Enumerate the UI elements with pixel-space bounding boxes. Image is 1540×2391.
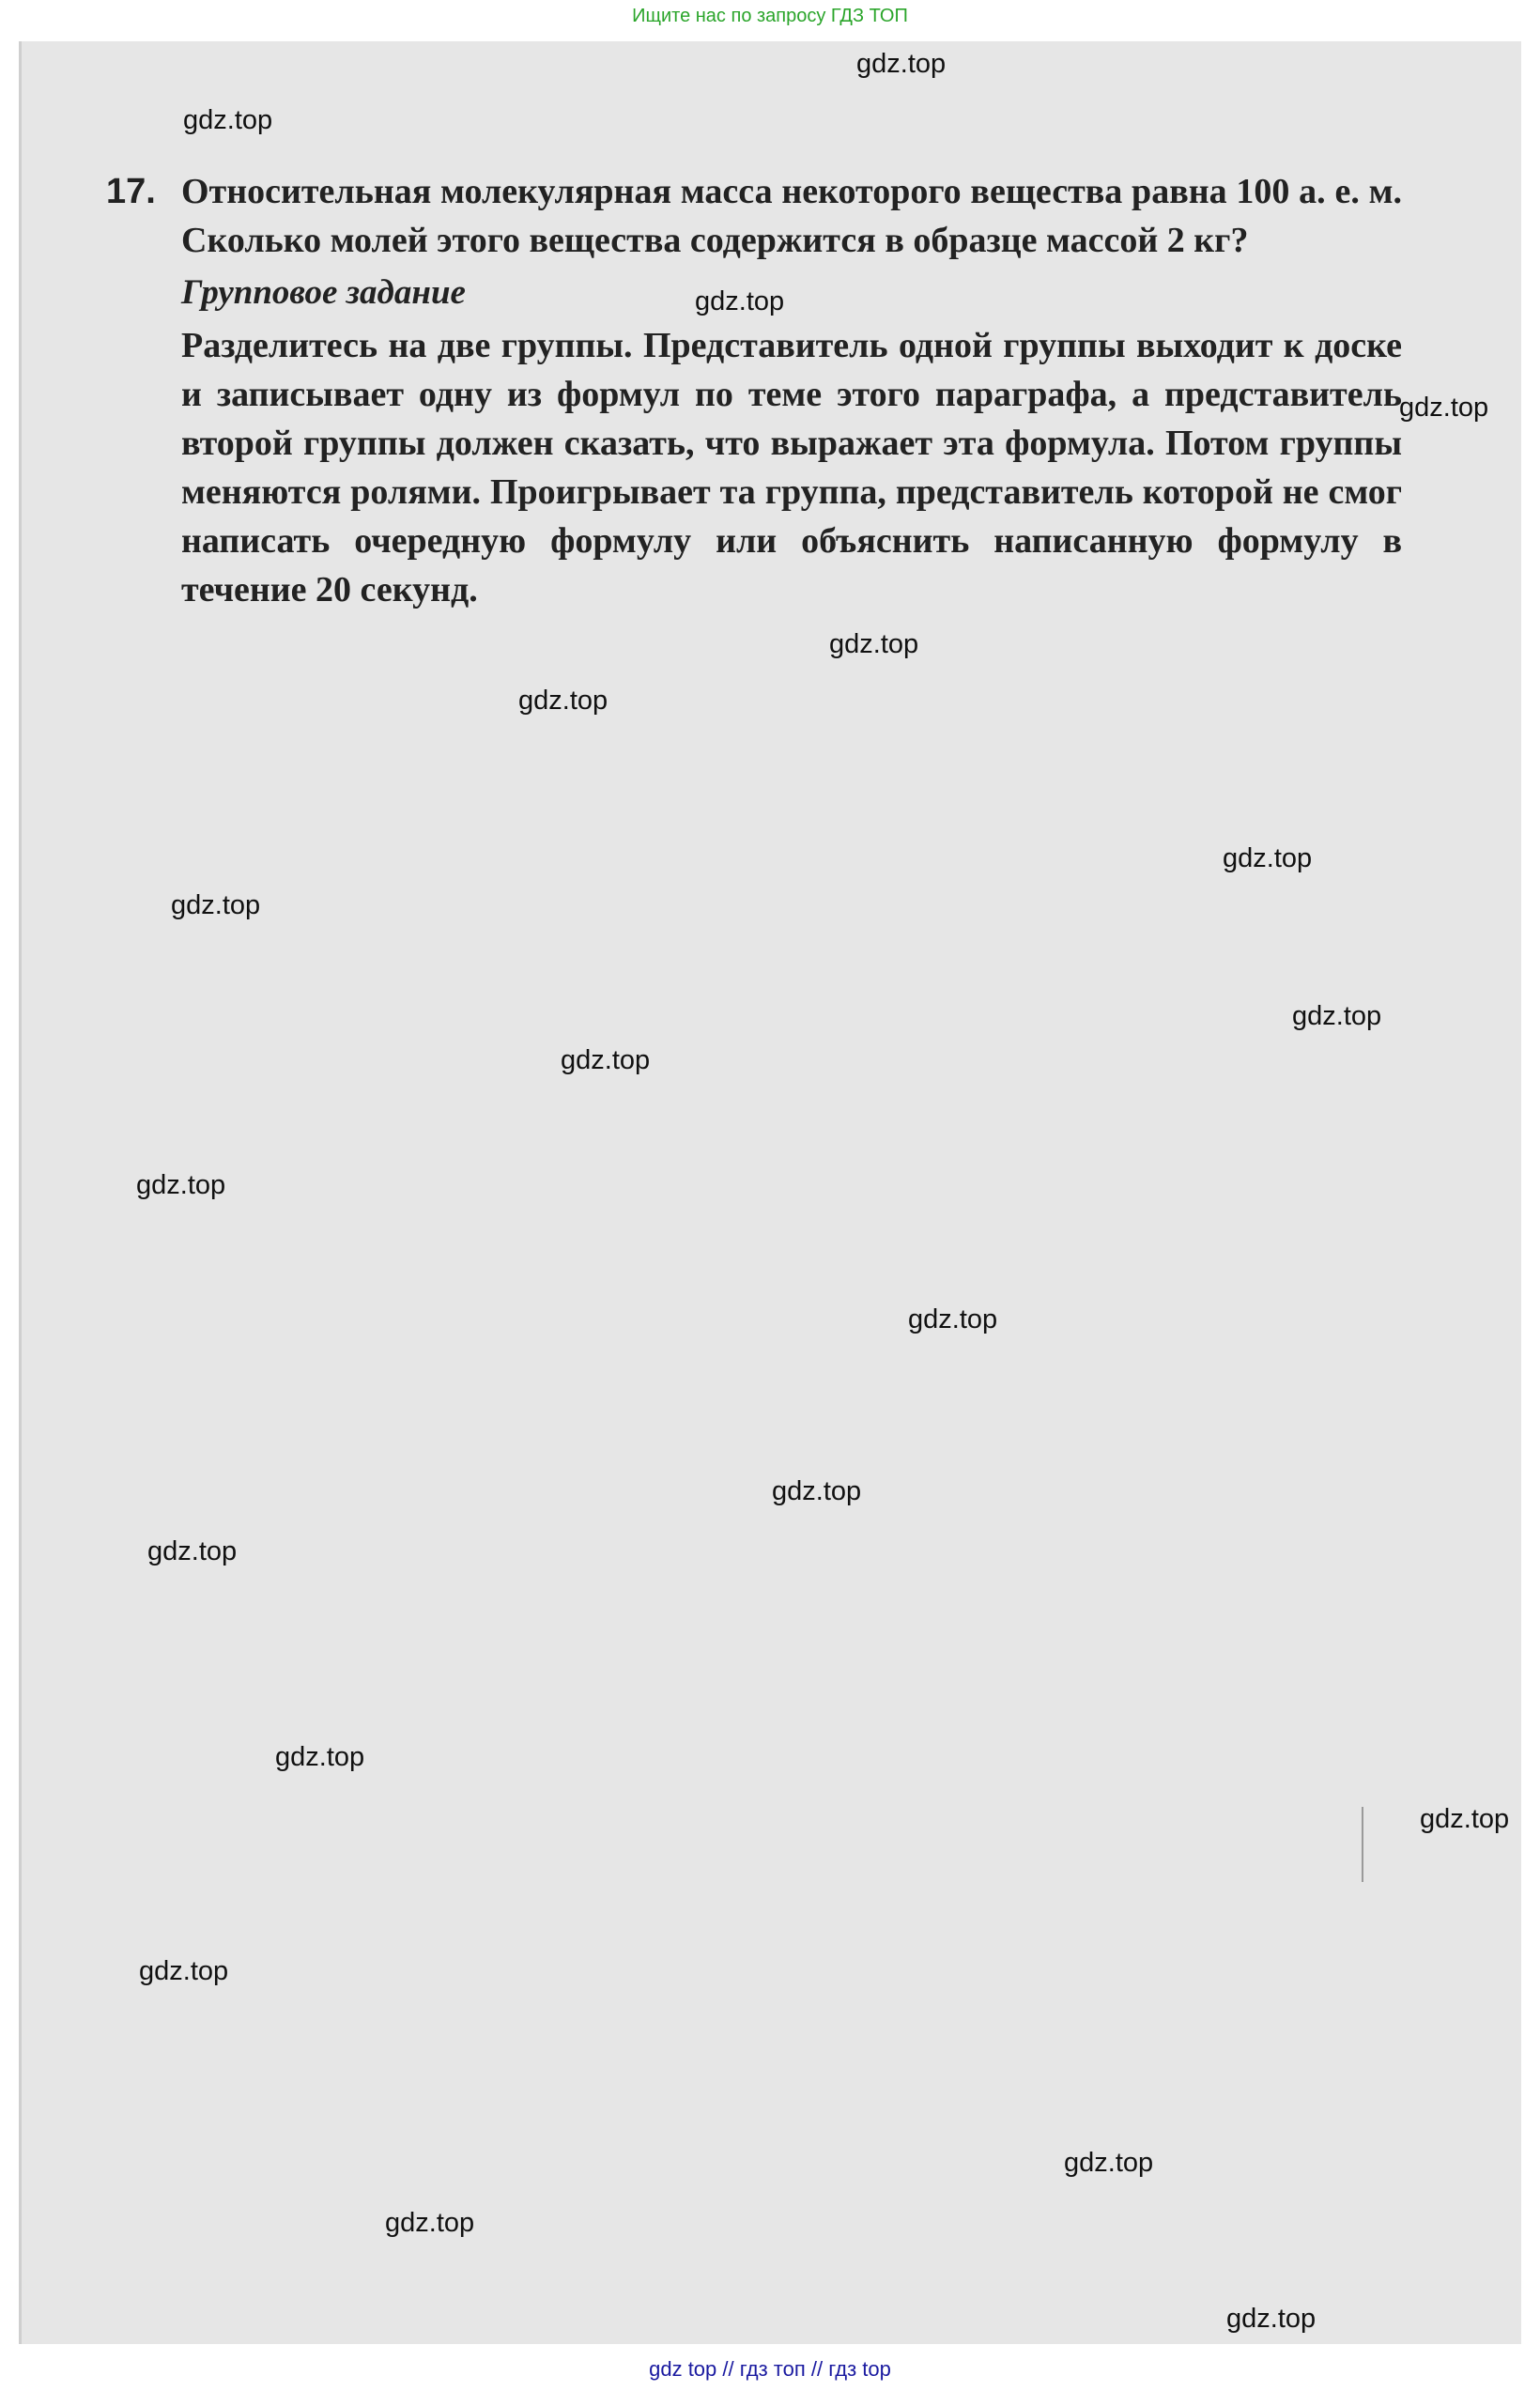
scanned-page — [19, 41, 1521, 2344]
watermark: gdz.top — [139, 1956, 229, 1986]
watermark: gdz.top — [561, 1045, 651, 1075]
task-statement — [106, 167, 1402, 265]
watermark: gdz.top — [908, 1304, 998, 1334]
watermark: gdz.top — [1420, 1804, 1510, 1834]
watermark: gdz.top — [1399, 393, 1489, 423]
watermark: gdz.top — [695, 286, 785, 316]
watermark: gdz.top — [856, 49, 947, 79]
watermark: gdz.top — [829, 629, 919, 659]
watermark: gdz.top — [1064, 2148, 1154, 2178]
task-17 — [106, 167, 1402, 614]
watermark: gdz.top — [772, 1476, 862, 1506]
margin-mark — [1362, 1807, 1363, 1882]
task-text: Относительная молекулярная масса некоторого вещества равна 100 а. е. м. Сколько молей этого вещества содержится в образце массой 2 кг? — [181, 172, 1402, 260]
watermark: gdz.top — [171, 890, 261, 920]
watermark: gdz.top — [275, 1742, 365, 1772]
watermark: gdz.top — [1223, 843, 1313, 873]
group-task-title: Групповое задание — [181, 273, 466, 312]
watermark: gdz.top — [1292, 1001, 1382, 1031]
top-banner[interactable]: Ищите нас по запросу ГДЗ ТОП — [632, 6, 908, 26]
watermark: gdz.top — [385, 2208, 475, 2238]
group-task-text: Разделитесь на две группы. Представитель одной группы выходит к доске и записывает одну из формул по теме этого параграфа, а представитель второй группы должен сказать, что выражает эта формула. Потом группы меняются ролями. Проигрывает та группа, представитель которой не смог написать очередную формулу или объяснить написанную формулу в течение 20 секунд. — [181, 326, 1402, 609]
watermark: gdz.top — [183, 105, 273, 135]
watermark: gdz.top — [1226, 2304, 1317, 2334]
footer-links[interactable]: gdz top // гдз топ // гдз top — [649, 2357, 891, 2381]
watermark: gdz.top — [147, 1536, 238, 1566]
task-number: 17. — [106, 172, 156, 211]
watermark: gdz.top — [518, 686, 608, 716]
watermark: gdz.top — [136, 1170, 226, 1200]
